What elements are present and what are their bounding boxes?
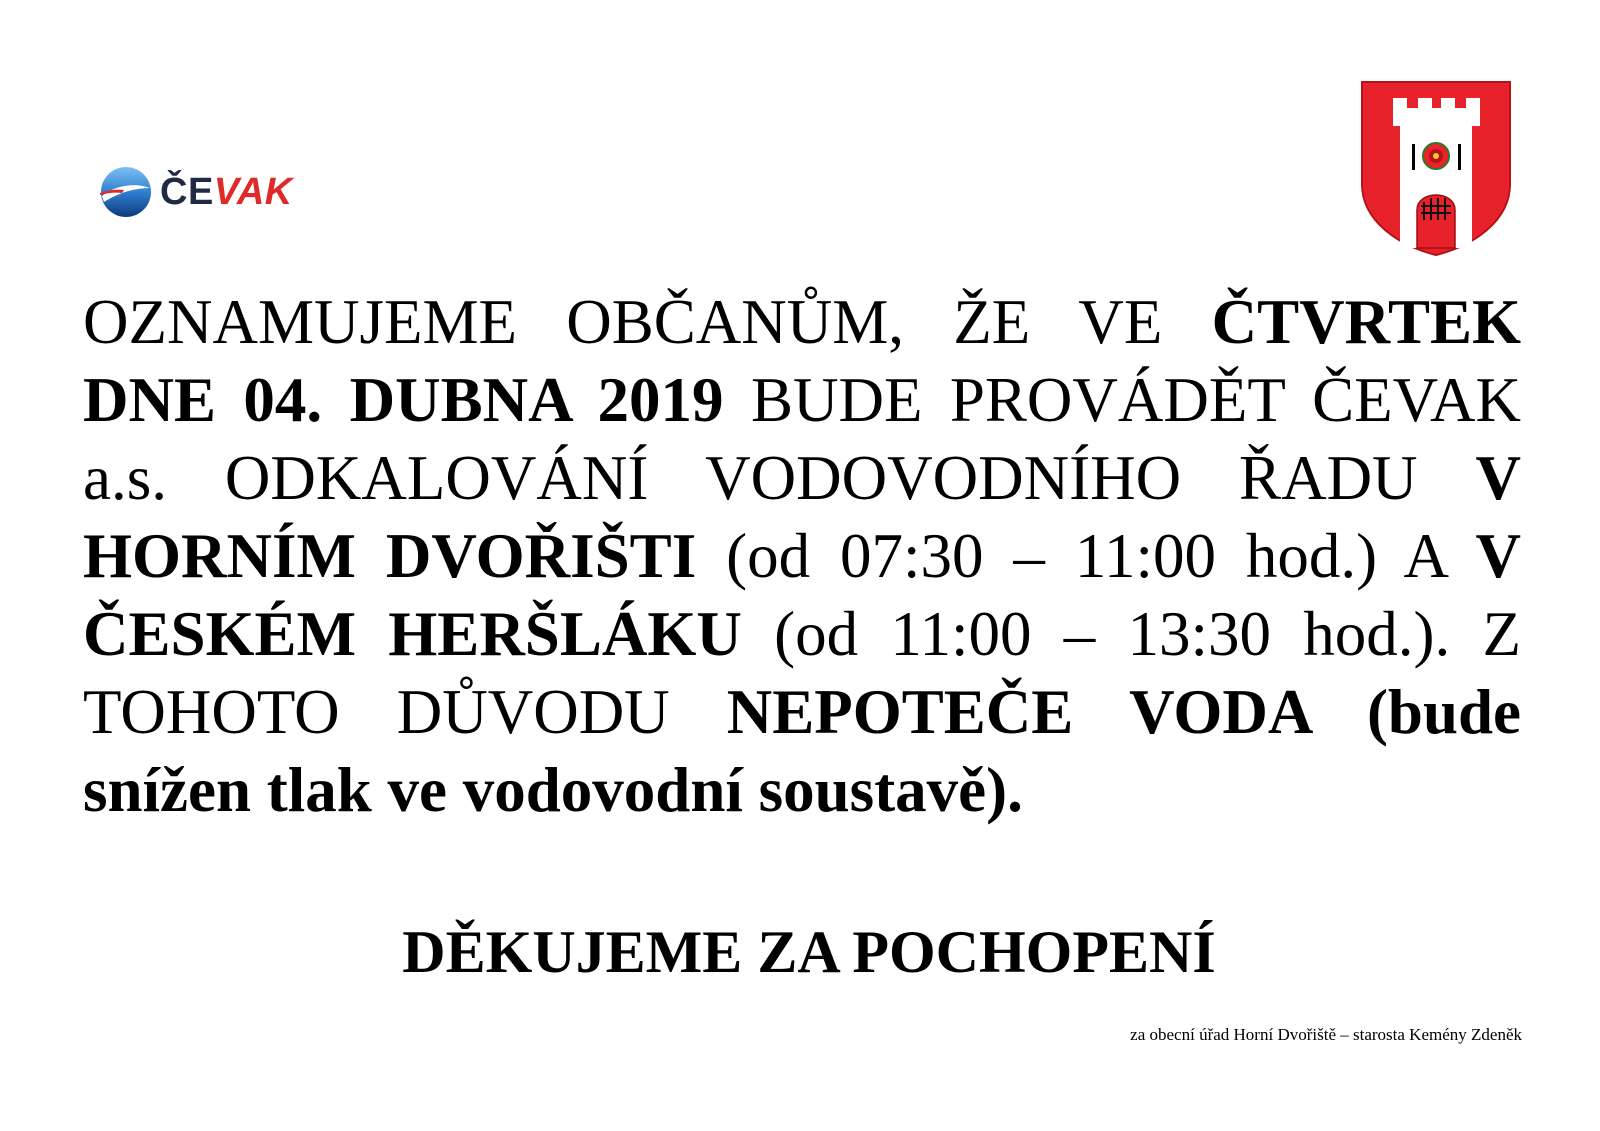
cevak-logo-text bbox=[160, 171, 293, 214]
notice-segment: BUDE PROVÁDĚT ČEVAK a.s. ODKALOVÁNÍ VODOVODNÍHO ŘADU bbox=[83, 365, 1521, 513]
logo-text-ce: ČE bbox=[160, 170, 214, 213]
notice-text bbox=[83, 283, 1521, 829]
notice-segment-no-water: NEPOTEČE VODA (bude snížen tlak ve vodovodní soustavě). bbox=[83, 677, 1522, 825]
cevak-logo bbox=[100, 165, 293, 219]
notice-segment: (od 07:30 – 11:00 hod.) A bbox=[696, 521, 1476, 591]
cevak-globe-icon bbox=[100, 166, 152, 218]
coat-of-arms-icon bbox=[1360, 80, 1512, 257]
thanks-heading: DĚKUJEME ZA POCHOPENÍ bbox=[402, 919, 1216, 985]
footer-signature: za obecní úřad Horní Dvořiště – starosta Kemény Zdeněk bbox=[1130, 1025, 1522, 1044]
notice-segment-location-2: V ČESKÉM HERŠLÁKU bbox=[83, 521, 1521, 669]
notice-segment: (od 11:00 – 13:30 hod.). Z TOHOTO DŮVODU bbox=[83, 599, 1521, 747]
notice-segment: OZNAMUJEME OBČANŮM, ŽE VE bbox=[83, 287, 1212, 357]
logo-text-vak: VAK bbox=[213, 170, 293, 213]
notice-segment-date: ČTVRTEK DNE 04. DUBNA 2019 bbox=[83, 287, 1521, 435]
notice-segment-location-1: V HORNÍM DVOŘIŠTI bbox=[83, 443, 1521, 591]
